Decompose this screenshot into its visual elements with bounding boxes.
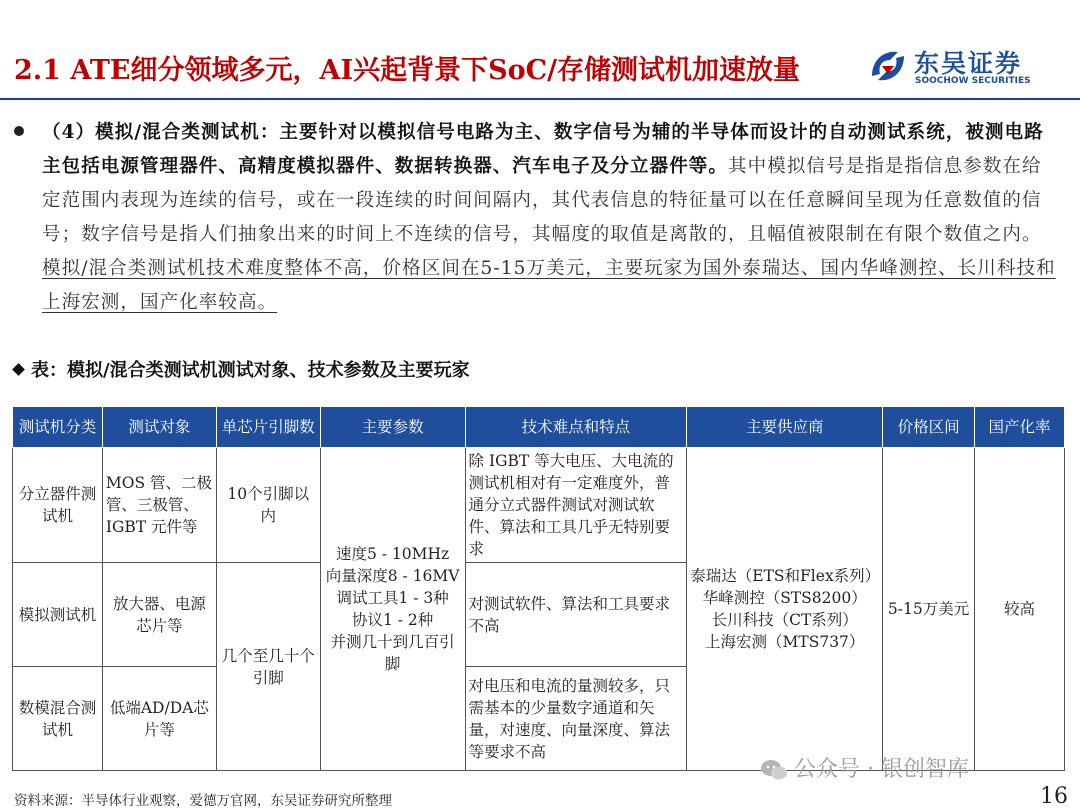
header-pins: 单芯片引脚数 [216,407,320,448]
table-title: 表：模拟/混合类测试机测试对象、技术参数及主要玩家 [14,356,470,382]
diamond-bullet-icon [12,363,25,376]
body-paragraph [42,116,1057,320]
paragraph-underlined-conclusion: 模拟/混合类测试机技术难度整体不高，价格区间在5-15万美元，主要玩家为国外泰瑞达、国内华峰测控、长川科技和上海宏测，国产化率较高。 [42,258,1056,313]
header-object: 测试对象 [102,407,216,448]
paragraph-bold-lead: （4）模拟/混合类测试机：主要针对以模拟信号电路为主、数字信号为辅的半导体而设计的自动测试系统，被测电路主包括电源管理器件、高精度模拟器件、数据转换器、汽车电子及分立器件等。 [42,122,1044,177]
row-category: 模拟测试机 [13,563,103,667]
param-line: 协议1 - 2种 [351,611,434,629]
supplier-line: 长川科技（CT系列） [711,611,858,629]
shared-suppliers-cell [687,448,883,771]
header-params: 主要参数 [320,407,465,448]
shared-pins-cell: 几个至几十个引脚 [216,563,320,771]
supplier-line: 华峰测控（STS8200） [702,589,867,607]
page-number: 16 [1040,784,1068,809]
header-suppliers: 主要供应商 [687,407,883,448]
shared-params-cell [320,448,465,771]
logo-english-name: SOOCHOW SECURITIES [915,76,1031,86]
source-note: 资料来源：半导体行业观察，爱德万官网，东吴证券研究所整理 [14,793,392,809]
row-object: MOS 管、二极管、三极管、IGBT 元件等 [102,448,216,563]
shared-localization-cell: 较高 [975,448,1065,771]
wechat-icon [760,759,788,781]
row-object: 低端AD/DA芯片等 [102,667,216,771]
wechat-watermark: 公众号 · 银创智库 [760,752,969,783]
company-logo [868,44,1038,90]
header-divider [0,98,1080,100]
row-difficulty: 对测试软件、算法和工具要求不高 [465,563,687,667]
bullet-icon [14,126,24,136]
tester-comparison-table [12,406,1065,771]
paragraph-body: 其中模拟信号是指是指信息参数在给定范围内表现为连续的信号，或在一段连续的时间间隔内，其代表信息的特征量可以在任意瞬间呈现为任意数值的信号；数字信号是指人们抽象出来的时间上不连续的信号，其幅度的取值是离散的，且幅值被限制在有限个数值之内。 [42,156,1042,245]
row-difficulty: 对电压和电流的量测较多，只需基本的少量数字通道和矢量，对速度、向量深度、算法等要求不高 [465,667,687,771]
param-line: 向量深度8 - 16MV [325,567,460,585]
supplier-line: 泰瑞达（ETS和Flex系列） [690,567,881,585]
param-line: 速度5 - 10MHz [335,545,450,563]
header-difficulty: 技术难点和特点 [465,407,687,448]
row-object: 放大器、电源芯片等 [102,563,216,667]
header-localization: 国产化率 [975,407,1065,448]
header-category: 测试机分类 [13,407,103,448]
row-category: 分立器件测试机 [13,448,103,563]
param-line: 并测几十到几百引脚 [330,633,455,673]
supplier-line: 上海宏测（MTS737） [705,633,865,651]
row-difficulty: 除 IGBT 等大电压、大电流的测试机相对有一定难度外，普通分立式器件测试对测试软件、算法和工具几乎无特别要求 [465,448,687,563]
shared-price-cell: 5-15万美元 [883,448,975,771]
header-price: 价格区间 [883,407,975,448]
row-category: 数模混合测试机 [13,667,103,771]
param-line: 调试工具1 - 3种 [336,589,449,607]
soochow-logo-icon [868,46,908,86]
slide-title: 2.1 ATE细分领域多元，AI兴起背景下SoC/存储测试机加速放量 [14,55,800,86]
row-pins: 10个引脚以内 [216,448,320,563]
logo-chinese-name: 东吴证券 [914,49,1023,78]
table-row [13,448,1065,563]
table-header-row [13,407,1065,448]
